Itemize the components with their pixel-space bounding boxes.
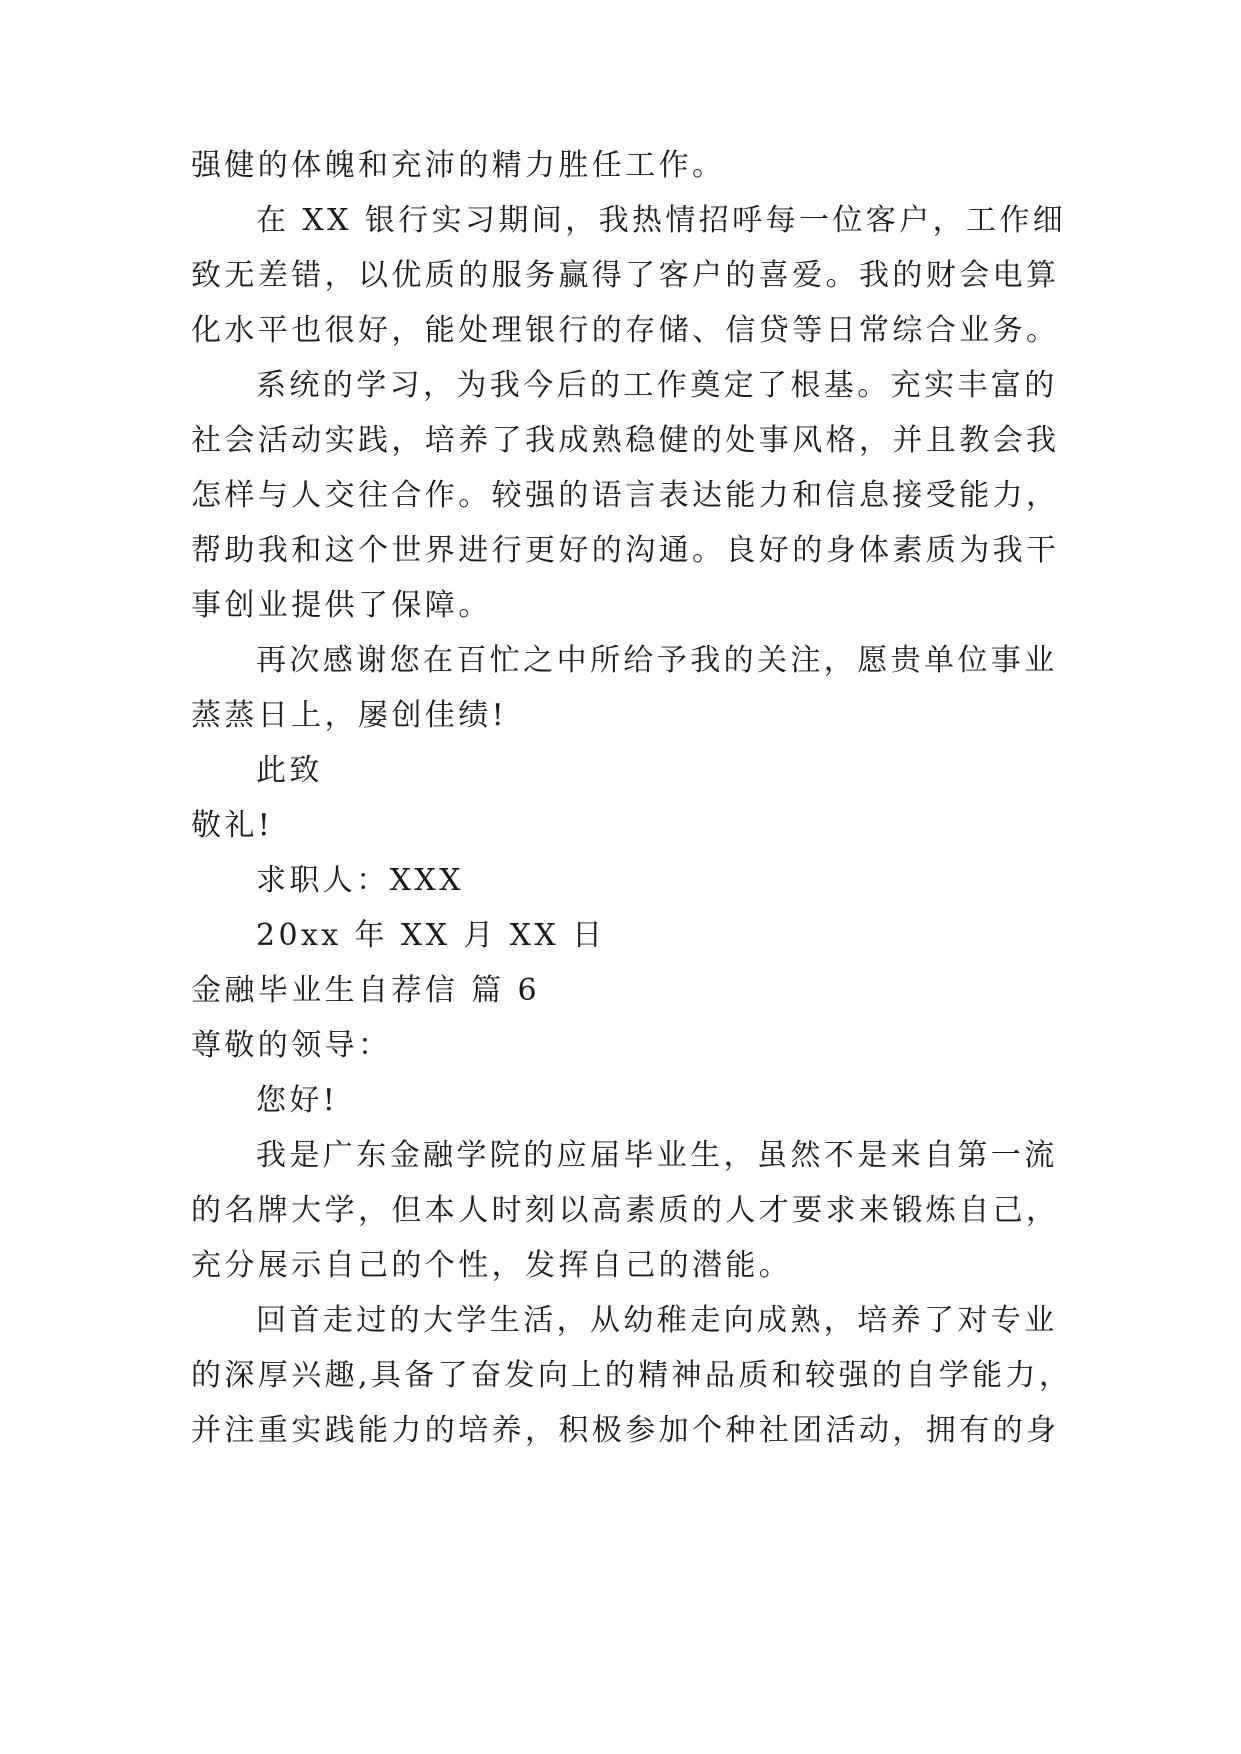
text-line: 的名牌大学，但本人时刻以高素质的人才要求来锻炼自己， bbox=[191, 1193, 1060, 1228]
text-line: 回首走过的大学生活，从幼稚走向成熟，培养了对专业 bbox=[256, 1303, 1058, 1338]
text-line: 我是广东金融学院的应届毕业生，虽然不是来自第一流 bbox=[256, 1138, 1058, 1173]
text-line: 20xx 年 XX 月 XX 日 bbox=[256, 918, 606, 953]
text-line: 尊敬的领导： bbox=[191, 1028, 392, 1063]
text-line: 怎样与人交往合作。较强的语言表达能力和信息接受能力， bbox=[191, 478, 1060, 513]
text-line: 事创业提供了保障。 bbox=[191, 588, 492, 623]
text-line: 求职人：XXX bbox=[256, 863, 464, 898]
text-line: 系统的学习，为我今后的工作奠定了根基。充实丰富的 bbox=[256, 368, 1058, 403]
text-line: 敬礼! bbox=[191, 808, 274, 843]
text-line: 此致 bbox=[256, 753, 323, 788]
text-line: 您好! bbox=[256, 1083, 339, 1118]
text-line: 社会活动实践，培养了我成熟稳健的处事风格，并且教会我 bbox=[191, 423, 1060, 458]
text-line: 致无差错，以优质的服务赢得了客户的喜爱。我的财会电算 bbox=[191, 258, 1060, 293]
text-line: 的深厚兴趣,具备了奋发向上的精神品质和较强的自学能力， bbox=[191, 1358, 1073, 1393]
text-line: 帮助我和这个世界进行更好的沟通。良好的身体素质为我干 bbox=[191, 533, 1060, 568]
section-heading: 金融毕业生自荐信 篇 6 bbox=[191, 973, 540, 1008]
text-line: 蒸蒸日上，屡创佳绩! bbox=[191, 698, 508, 733]
text-line: 化水平也很好，能处理银行的存储、信贷等日常综合业务。 bbox=[191, 313, 1060, 348]
text-line: 并注重实践能力的培养，积极参加个种社团活动，拥有的身 bbox=[191, 1413, 1060, 1448]
text-line: 充分展示自己的个性，发挥自己的潜能。 bbox=[191, 1248, 793, 1283]
text-line: 再次感谢您在百忙之中所给予我的关注，愿贵单位事业 bbox=[256, 643, 1058, 678]
text-line: 在 XX 银行实习期间，我热情招呼每一位客户，工作细 bbox=[256, 203, 1067, 238]
text-line: 强健的体魄和充沛的精力胜任工作。 bbox=[191, 148, 726, 183]
